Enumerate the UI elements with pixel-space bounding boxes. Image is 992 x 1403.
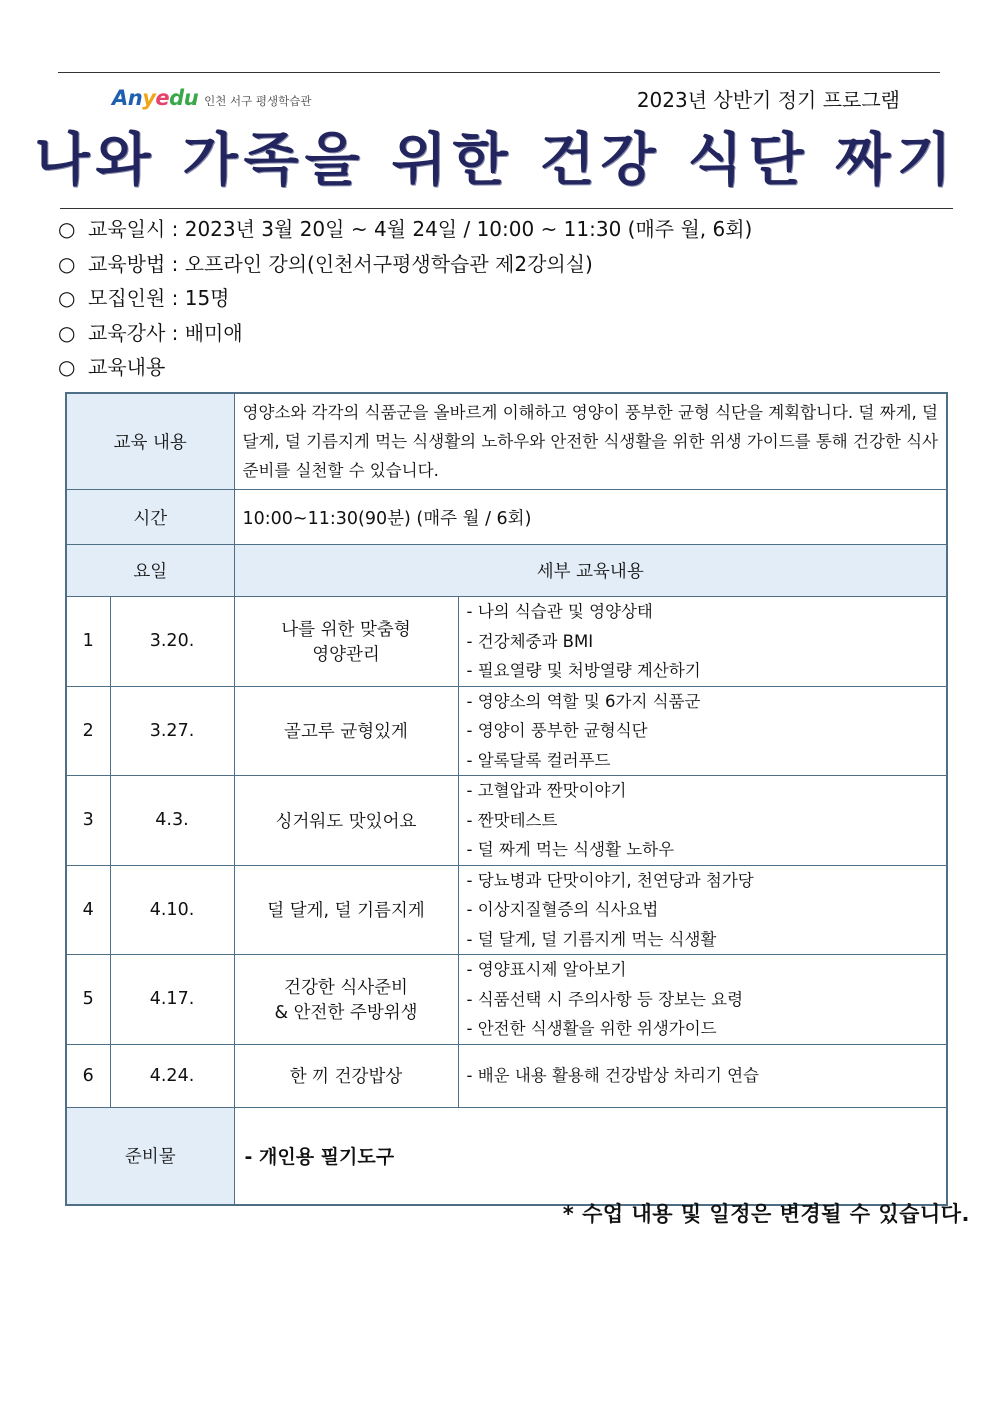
session-number: 5 <box>66 955 110 1045</box>
schedule-table <box>65 392 948 1206</box>
table-row <box>66 865 947 955</box>
info-capacity: ○ 모집인원 : 15명 <box>58 281 752 316</box>
circle-bullet-icon: ○ <box>58 286 76 310</box>
table-row <box>66 955 947 1045</box>
table-row <box>66 1044 947 1107</box>
session-date: 4.17. <box>110 955 234 1045</box>
prep-value: - 개인용 필기도구 <box>234 1107 947 1205</box>
session-date: 3.20. <box>110 597 234 687</box>
circle-bullet-icon: ○ <box>58 251 76 276</box>
session-details: - 영양표시제 알아보기 - 식품선택 시 주의사항 등 장보는 요령 - 안전한 식생활을 위한 위생가이드 <box>458 955 947 1045</box>
session-details: - 영양소의 역할 및 6가지 식품군 - 영양이 풍부한 균형식단 - 알록달록 컬러푸드 <box>458 686 947 776</box>
session-date: 4.24. <box>110 1044 234 1107</box>
time-row <box>66 490 947 545</box>
session-topic: 한 끼 건강밥상 <box>234 1044 458 1107</box>
table-header-row <box>66 545 947 597</box>
content-description: 영양소와 각각의 식품군을 올바르게 이해하고 영양이 풍부한 균형 식단을 계획합니다. 덜 짜게, 덜 달게, 덜 기름지게 먹는 식생활의 노하우와 안전한 식생활을 위한 위생 가이드를 통해 건강한 식사 준비를 실천할 수 있습니다. <box>234 393 947 490</box>
session-number: 6 <box>66 1044 110 1107</box>
content-row <box>66 393 947 490</box>
page-title: 나와 가족을 위한 건강 식단 짜기 <box>34 127 958 193</box>
schedule-change-note: * 수업 내용 및 일정은 변경될 수 있습니다. <box>562 1202 970 1226</box>
session-number: 3 <box>66 776 110 866</box>
logo-org-name: 인천 서구 평생학습관 <box>204 94 312 108</box>
day-header: 요일 <box>66 545 234 597</box>
session-date: 4.10. <box>110 865 234 955</box>
session-topic: 싱거워도 맛있어요 <box>234 776 458 866</box>
time-value: 10:00~11:30(90분) (매주 월 / 6회) <box>234 490 947 545</box>
session-topic: 골고루 균형있게 <box>234 686 458 776</box>
content-label: 교육 내용 <box>66 393 234 490</box>
program-subtitle: 2023년 상반기 정기 프로그램 <box>636 88 900 112</box>
table-row <box>66 776 947 866</box>
session-details: - 배운 내용 활용해 건강밥상 차리기 연습 <box>458 1044 947 1107</box>
circle-bullet-icon: ○ <box>58 355 76 379</box>
session-details: - 고혈압과 짠맛이야기 - 짠맛테스트 - 덜 짜게 먹는 식생활 노하우 <box>458 776 947 866</box>
session-details: - 당뇨병과 단맛이야기, 천연당과 첨가당 - 이상지질혈증의 식사요법 - 덜 달게, 덜 기름지게 먹는 식생활 <box>458 865 947 955</box>
session-date: 4.3. <box>110 776 234 866</box>
session-topic: 나를 위한 맞춤형 영양관리 <box>234 597 458 687</box>
time-label: 시간 <box>66 490 234 545</box>
logo-wordmark: Anyedu <box>112 86 199 110</box>
prep-label: 준비물 <box>66 1107 234 1205</box>
session-number: 2 <box>66 686 110 776</box>
session-number: 1 <box>66 597 110 687</box>
session-topic: 건강한 식사준비 & 안전한 주방위생 <box>234 955 458 1045</box>
session-topic: 덜 달게, 덜 기름지게 <box>234 865 458 955</box>
title-bottom-rule <box>60 208 953 209</box>
session-number: 4 <box>66 865 110 955</box>
detail-header: 세부 교육내용 <box>234 545 947 597</box>
circle-bullet-icon: ○ <box>58 320 76 345</box>
info-date: ○ 교육일시 : 2023년 3월 20일 ~ 4월 24일 / 10:00 ~ 11:30 (매주 월, 6회) <box>58 212 752 247</box>
table-row <box>66 686 947 776</box>
info-method: ○ 교육방법 : 오프라인 강의(인천서구평생학습관 제2강의실) <box>58 247 752 282</box>
anyedu-logo <box>112 78 311 118</box>
session-date: 3.27. <box>110 686 234 776</box>
info-list <box>58 212 752 385</box>
prep-row <box>66 1107 947 1205</box>
session-details: - 나의 식습관 및 영양상태 - 건강체중과 BMI - 필요열량 및 처방열량 계산하기 <box>458 597 947 687</box>
info-content-heading: ○ 교육내용 <box>58 350 752 385</box>
info-instructor: ○ 교육강사 : 배미애 <box>58 316 752 351</box>
top-rule <box>58 72 940 73</box>
table-row <box>66 597 947 687</box>
circle-bullet-icon: ○ <box>58 217 76 241</box>
